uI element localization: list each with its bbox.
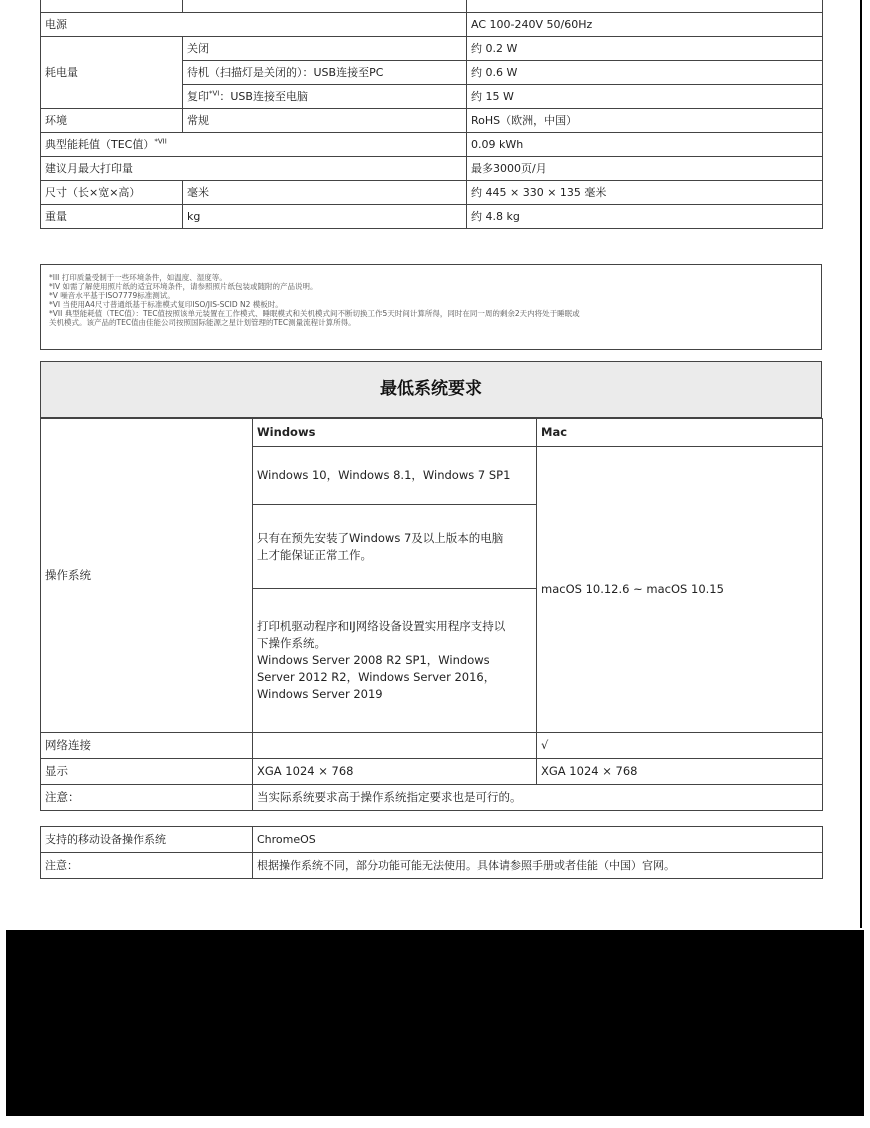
- table-row: [41, 133, 823, 157]
- black-region: [6, 930, 864, 1116]
- note-line: Server 2012 R2，Windows Server 2016，: [257, 670, 496, 684]
- footnote-mark: *VII: [154, 136, 167, 145]
- spec-value: RoHS（欧洲，中国）: [467, 109, 823, 133]
- spec-table: [40, 0, 823, 229]
- condition-text: ：USB连接至电脑: [219, 89, 308, 103]
- windows-versions: Windows 10，Windows 8.1，Windows 7 SP1: [253, 447, 537, 505]
- note-line: Windows Server 2008 R2 SP1，Windows: [257, 653, 490, 667]
- spec-condition: 毫米: [183, 181, 467, 205]
- note-line: 打印机驱动程序和IJ网络设备设置实用程序支持以: [257, 619, 506, 633]
- table-row: [41, 785, 823, 811]
- table-row: [41, 109, 823, 133]
- footnote: *III 打印质量受制于一些环境条件，如温度、湿度等。: [49, 273, 227, 282]
- note-line: 上才能保证正常工作。: [257, 547, 372, 562]
- table-row: [41, 827, 823, 853]
- footnote: *VII 典型能耗值（TEC值）：TEC值按照该单元装置在工作模式、睡眠模式和关机模式间不断切换工作5天时间计算所得，同时在同一周的剩余2天内将处于睡眠或: [49, 309, 580, 318]
- spec-condition: 常规: [183, 109, 467, 133]
- table-row: [41, 205, 823, 229]
- windows-server-support: [253, 589, 537, 733]
- table-row: [41, 37, 823, 61]
- footnote: *VI 当使用A4尺寸普通纸基于标准模式复印ISO/JIS-SCID N2 模板时。: [49, 300, 283, 309]
- section-title: 最低系统要求: [40, 361, 822, 418]
- spec-value: AC 100-240V 50/60Hz: [467, 13, 823, 37]
- spec-label: 环境: [41, 109, 183, 133]
- spec-condition: 待机（扫描灯是关闭的）：USB连接至PC: [183, 61, 467, 85]
- spec-condition: kg: [183, 205, 467, 229]
- spec-label: 建议月最大打印量: [41, 157, 467, 181]
- windows-note: [253, 505, 537, 589]
- footnote: *V 噪音水平基于ISO7779标准测试。: [49, 291, 175, 300]
- spec-value: 约 15 W: [467, 85, 823, 109]
- table-row: [41, 181, 823, 205]
- network-windows: [253, 733, 537, 759]
- table-row: [41, 157, 823, 181]
- spec-condition: [183, 85, 467, 109]
- spec-label: 耗电量: [41, 37, 183, 109]
- column-header-windows: Windows: [253, 419, 537, 447]
- label-text: 典型能耗值（TEC值）: [45, 137, 155, 151]
- note-text: 当实际系统要求高于操作系统指定要求也是可行的。: [253, 785, 823, 811]
- spec-condition: 关闭: [183, 37, 467, 61]
- spec-value: 0.09 kWh: [467, 133, 823, 157]
- os-label: 操作系统: [41, 419, 253, 733]
- note-label: 注意：: [41, 785, 253, 811]
- spec-label: 尺寸（长×宽×高）: [41, 181, 183, 205]
- table-row: [41, 759, 823, 785]
- footnote: 关机模式。该产品的TEC值由佳能公司按照国际能源之星计划管理的TEC测量流程计算所得。: [49, 318, 356, 327]
- mac-versions: macOS 10.12.6 ~ macOS 10.15: [537, 447, 823, 733]
- footnote: *IV 如需了解使用照片纸的适宜环境条件，请参照照片纸包装或随附的产品说明。: [49, 282, 318, 291]
- mobile-os-table: [40, 826, 823, 879]
- condition-text: 复印: [187, 89, 209, 103]
- network-label: 网络连接: [41, 733, 253, 759]
- mobile-label: 支持的移动设备操作系统: [41, 827, 253, 853]
- spec-value: 最多3000页/月: [467, 157, 823, 181]
- footnotes: [40, 264, 822, 350]
- spec-value: 约 0.6 W: [467, 61, 823, 85]
- table-row: [41, 13, 823, 37]
- spec-label: 电源: [41, 13, 467, 37]
- spec-label: [41, 133, 467, 157]
- note-text: 根据操作系统不同，部分功能可能无法使用。具体请参照手册或者佳能（中国）官网。: [253, 853, 823, 879]
- spec-value: 约 0.2 W: [467, 37, 823, 61]
- column-header-mac: Mac: [537, 419, 823, 447]
- display-mac: XGA 1024 × 768: [537, 759, 823, 785]
- table-row: [41, 419, 823, 447]
- note-line: 只有在预先安装了Windows 7及以上版本的电脑: [257, 530, 504, 545]
- table-row: [41, 853, 823, 879]
- note-line: 下操作系统。: [257, 636, 326, 650]
- note-line: Windows Server 2019: [257, 687, 383, 701]
- table-row: [41, 0, 823, 13]
- note-label: 注意：: [41, 853, 253, 879]
- table-row: [41, 733, 823, 759]
- system-requirements-table: [40, 418, 823, 811]
- spec-value: 约 4.8 kg: [467, 205, 823, 229]
- spec-label: 重量: [41, 205, 183, 229]
- mobile-value: ChromeOS: [253, 827, 823, 853]
- network-mac: √: [537, 733, 823, 759]
- display-windows: XGA 1024 × 768: [253, 759, 537, 785]
- footnote-mark: *VI: [209, 88, 220, 97]
- display-label: 显示: [41, 759, 253, 785]
- spec-value: 约 445 × 330 × 135 毫米: [467, 181, 823, 205]
